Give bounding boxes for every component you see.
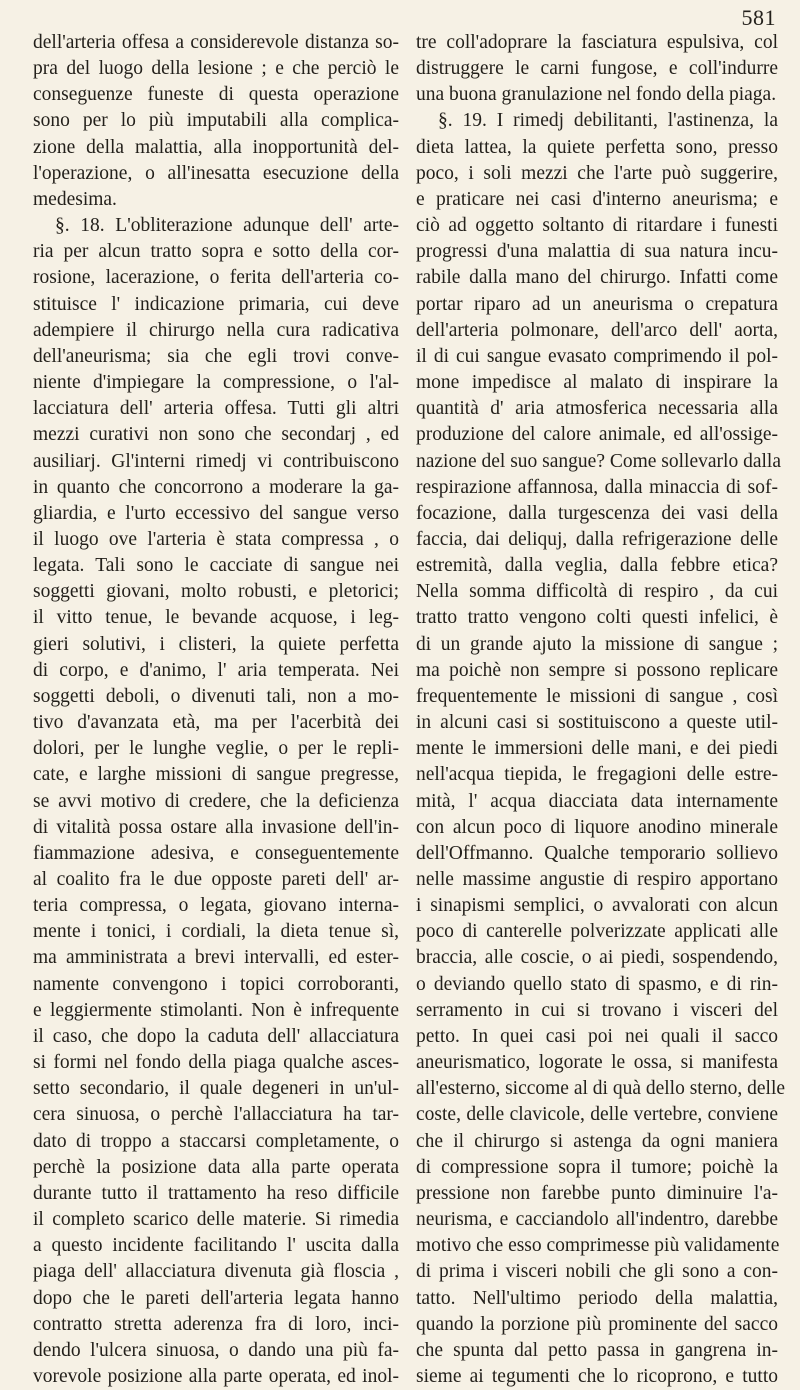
section-18-start: §. 18. L'obliterazione adunque dell' arte- [55, 215, 399, 237]
text-line: frequentemente le missioni di sangue , così [416, 685, 778, 707]
text-line: perchè la posizione data alla parte operata [33, 1156, 399, 1178]
text-line: teria compressa, o legata, giovano interna- [33, 895, 399, 917]
text-line: dato di troppo a staccarsi completamente, o [33, 1130, 399, 1152]
text-line: cera sinuosa, o perchè l'allacciatura ha tar- [33, 1104, 399, 1126]
text-line: mità, l' acqua diacciata data internamente [416, 790, 778, 812]
text-line: motivo che esso comprimesse più validamente [416, 1235, 780, 1257]
text-line: progressi d'una malattia di sua natura incu- [416, 241, 778, 263]
text-line: tivo d'avanzata età, ma per l'acerbità dei [33, 712, 399, 734]
text-line: il vitto tenue, le bevande acquose, i leg- [33, 607, 399, 629]
text-line: neurisma, e cacciandolo all'indentro, darebbe [416, 1209, 778, 1231]
text-line: rabile dalla mano del chirurgo. Infatti come [416, 267, 778, 289]
text-line: braccia, alle coscie, o ai piedi, sospendendo, [416, 947, 778, 969]
text-line: medesima. [33, 188, 117, 210]
text-line: gliardia, e l'urto eccessivo del sangue verso [33, 502, 399, 524]
text-line: il completo scarico delle materie. Si rimedia [33, 1209, 399, 1231]
right-text-column [416, 30, 786, 1390]
text-line: conseguenze funeste di questa operazione [33, 84, 399, 106]
text-line: se avvi motivo di credere, che la deficienza [33, 790, 399, 812]
text-line: nazione del suo sangue? Come sollevarlo dalla [416, 450, 781, 472]
text-line: di compressione sopra il tumore; poichè la [416, 1156, 778, 1178]
text-line: poco, i soli mezzi che l'arte può suggerire, [416, 162, 778, 184]
text-line: dell'aneurisma; sia che egli trovi conve- [33, 345, 399, 367]
text-line: di corpo, e d'animo, l' aria temperata. Nei [33, 659, 399, 681]
text-line: di vitalità possa ostare alla invasione dell'in- [33, 816, 399, 838]
text-line: faccia, dai deliquj, dalla refrigerazione delle [416, 528, 778, 550]
text-line: quando la porzione più prominente del sacco [416, 1313, 778, 1335]
text-line: contratto stretta aderenza fra di loro, inci- [33, 1313, 399, 1335]
left-text-column [33, 30, 399, 1390]
text-line: si formi nel fondo della piaga qualche asces- [33, 1052, 399, 1074]
text-line: respirazione affannosa, dalla minaccia di sof- [416, 476, 778, 498]
text-line: dopo che le pareti dell'arteria legata hanno [33, 1287, 399, 1309]
text-line: sieme ai tegumenti che lo ricoprono, e tutto [416, 1365, 778, 1387]
text-line: durante tutto il trattamento ha reso difficile [33, 1182, 399, 1204]
text-line: legata. Tali sono le cacciate di sangue nei [33, 555, 399, 577]
text-line: a questo incidente facilitando l' uscita dalla [33, 1235, 399, 1257]
text-line: ria per alcun tratto sopra e sotto della cor- [33, 241, 399, 263]
text-line: distruggere le carni fungose, e coll'indurre [416, 58, 778, 80]
text-line: fiammazione adesiva, e conseguentemente [33, 842, 399, 864]
text-line: tratto tratto vengono colti questi infelici, è [416, 607, 778, 629]
text-line: il luogo ove l'arteria è stata compressa , o [33, 528, 399, 550]
text-line: ciò ad oggetto soltanto di ritardare i funesti [416, 215, 778, 237]
text-line: rosione, lacerazione, o ferita dell'arteria co- [33, 267, 399, 289]
text-line: adempiere il chirurgo nella cura radicativa [33, 319, 399, 341]
text-line: piaga dell' allacciatura divenuta già floscia , [33, 1261, 399, 1283]
text-line: sono per lo più imputabili alla complica- [33, 110, 399, 132]
text-line: mente i tonici, i cordiali, la dieta tenue sì, [33, 921, 399, 943]
text-line: gieri solutivi, i clisteri, la quiete perfetta [33, 633, 399, 655]
page-number: 581 [741, 5, 776, 30]
text-line: ma amministrata a brevi intervalli, ed ester- [33, 947, 399, 969]
text-line: in quanto che concorrono a moderare la ga- [33, 476, 399, 498]
text-line: il di cui sangue evasato comprimendo il pol- [416, 345, 778, 367]
text-line: in alcuni casi si sostituiscono a queste util- [416, 712, 778, 734]
text-line: focazione, dalla turgescenza dei vasi della [416, 502, 778, 524]
text-line: tre coll'adoprare la fasciatura espulsiva, col [416, 32, 778, 53]
text-line: dell'Offmanno. Qualche temporario sollievo [416, 842, 778, 864]
text-line: vorevole posizione alla parte operata, ed inol- [33, 1365, 399, 1387]
text-line: soggetti deboli, o divenuti tali, non a mo- [33, 685, 399, 707]
text-line: di un grande ajuto la missione di sangue ; [416, 633, 778, 655]
text-line: dieta lattea, la quiete perfetta sono, presso [416, 136, 778, 158]
text-line: poco di canterelle polverizzate applicati alle [416, 921, 778, 943]
text-line: all'esterno, siccome al di quà dello sterno, delle [416, 1078, 786, 1100]
text-line: con alcun poco di liquore anodino minerale [416, 816, 778, 838]
text-line: petto. In quei casi poi nei quali il sacco [416, 1025, 778, 1047]
text-line: produzione del calore animale, ed all'ossige- [416, 424, 778, 446]
text-line: nell'acqua tiepida, le fregagioni delle estre- [416, 764, 778, 786]
text-line: il caso, che dopo la caduta dell' allacciatura [33, 1025, 399, 1047]
text-line: namente convengono i topici corroboranti, [33, 973, 399, 995]
text-line: che spunta dal petto passa in gangrena in- [416, 1339, 778, 1361]
text-line: cate, e larghe missioni di sangue pregresse, [33, 764, 399, 786]
text-line: dell'arteria offesa a considerevole distanza so- [33, 32, 399, 53]
text-line: serramento in cui si trovano i visceri del [416, 999, 778, 1021]
text-line: soggetti giovani, molto robusti, e pletorici; [33, 581, 399, 603]
section-19-start: §. 19. I rimedj debilitanti, l'astinenza, la [438, 110, 778, 132]
text-line: una buona granulazione nel fondo della piaga. [416, 84, 777, 106]
text-line: estremità, dalla veglia, dalla febbre etica? [416, 555, 778, 577]
text-line: mezzi curativi non sono che secondarj , ed [33, 424, 399, 446]
text-line: nelle massime angustie di respiro apportano [416, 869, 778, 890]
text-line: pra del luogo della lesione ; e che perciò le [33, 58, 399, 80]
text-line: l'operazione, o all'inesatta esecuzione della [33, 162, 399, 184]
text-line: mone impedisce al malato di inspirare la [416, 372, 778, 394]
text-line: Nella somma difficoltà di respiro , da cui [416, 581, 778, 603]
text-line: tatto. Nell'ultimo periodo della malattia, [416, 1287, 778, 1309]
text-line: pressione non farebbe punto diminuire l'a- [416, 1182, 778, 1204]
text-line: stituisce l' indicazione primaria, cui deve [33, 293, 399, 315]
text-line: niente d'impiegare la compressione, o l'al- [33, 372, 399, 394]
text-line: al coalito fra le due opposte pareti dell' ar- [33, 869, 399, 890]
text-line: quantità d' aria atmosferica necessaria alla [416, 398, 778, 420]
text-line: mente le immersioni delle mani, e dei piedi [416, 738, 778, 760]
text-line: portar riparo ad un aneurisma o crepatura [416, 293, 778, 315]
text-line: dolori, per le lunghe veglie, o per le repli- [33, 738, 399, 760]
text-line: lacciatura dell' arteria offesa. Tutti gli altri [33, 398, 399, 420]
text-line: zione della malattia, alla inopportunità del- [33, 136, 399, 158]
text-line: di prima i visceri nobili che gli sono a con- [416, 1261, 778, 1283]
text-line: che il chirurgo si astenga da ogni maniera [416, 1130, 778, 1152]
text-line: aneurismatico, logorate le ossa, si manifesta [416, 1052, 778, 1074]
text-line: ma poichè non sempre si possono replicare [416, 659, 778, 681]
text-line: o deviando quello stato di spasmo, e di rin- [416, 973, 778, 995]
text-line: dendo l'ulcera sinuosa, o dando una più fa- [33, 1339, 399, 1361]
text-line: ausiliarj. Gl'interni rimedj vi contribuiscono [33, 450, 399, 472]
text-line: e praticare nei casi d'interno aneurisma; e [416, 188, 778, 210]
text-line: setto secondario, il quale degeneri in un'ul- [33, 1078, 399, 1100]
text-line: dell'arteria polmonare, dell'arco dell' aorta, [416, 319, 778, 341]
text-line: e leggiermente stimolanti. Non è infrequente [33, 999, 399, 1021]
text-line: coste, delle clavicole, delle vertebre, conviene [416, 1104, 778, 1126]
text-line: i sinapismi semplici, o avvalorati con alcun [416, 895, 778, 917]
